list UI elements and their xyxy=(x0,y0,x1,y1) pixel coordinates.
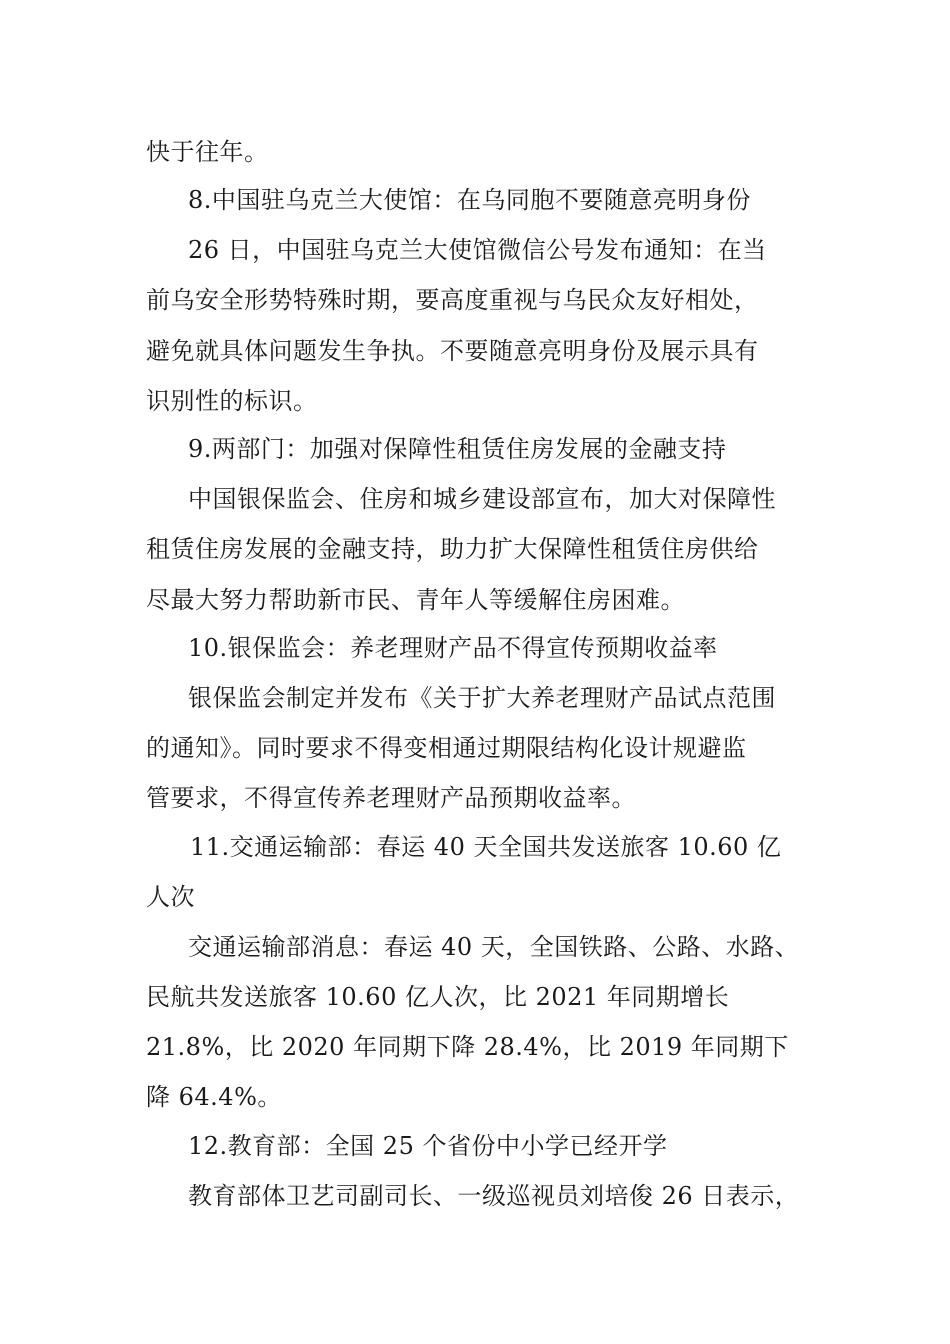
section-heading: 人次 xyxy=(146,883,195,911)
paragraph-line: 尽最大努力帮助新市民、青年人等缓解住房困难。 xyxy=(146,586,685,614)
paragraph-line: 民航共发送旅客 10.60 亿人次，比 2021 年同期增长 xyxy=(146,983,730,1011)
paragraph-line: 识别性的标识。 xyxy=(146,387,318,415)
paragraph-line: 前乌安全形势特殊时期，要高度重视与乌民众友好相处， xyxy=(146,286,759,314)
paragraph-line: 交通运输部消息：春运 40 天，全国铁路、公路、水路、 xyxy=(188,933,800,961)
section-heading: 9.两部门：加强对保障性租赁住房发展的金融支持 xyxy=(188,435,727,463)
paragraph-line: 21.8%，比 2020 年同期下降 28.4%，比 2019 年同期下 xyxy=(146,1033,789,1061)
paragraph-line: 教育部体卫艺司副司长、一级巡视员刘培俊 26 日表示， xyxy=(188,1182,800,1210)
section-heading: 8.中国驻乌克兰大使馆：在乌同胞不要随意亮明身份 xyxy=(188,186,751,214)
paragraph-line: 26 日，中国驻乌克兰大使馆微信公号发布通知：在当 xyxy=(188,236,767,264)
paragraph-line: 管要求，不得宣传养老理财产品预期收益率。 xyxy=(146,784,636,812)
section-heading: 12.教育部：全国 25 个省份中小学已经开学 xyxy=(188,1132,668,1160)
section-heading: 11.交通运输部：春运 40 天全国共发送旅客 10.60 亿 xyxy=(190,833,782,861)
paragraph-line: 租赁住房发展的金融支持，助力扩大保障性租赁住房供给 xyxy=(146,535,759,563)
paragraph-line: 中国银保监会、住房和城乡建设部宣布，加大对保障性 xyxy=(188,485,776,513)
paragraph-line: 快于往年。 xyxy=(146,138,269,166)
paragraph-line: 银保监会制定并发布《关于扩大养老理财产品试点范围 xyxy=(188,684,776,712)
paragraph-line: 降 64.4%。 xyxy=(146,1083,282,1111)
paragraph-line: 的通知》。同时要求不得变相通过期限结构化设计规避监 xyxy=(146,734,747,762)
paragraph-line: 避免就具体问题发生争执。不要随意亮明身份及展示具有 xyxy=(146,337,759,365)
section-heading: 10.银保监会：养老理财产品不得宣传预期收益率 xyxy=(188,634,718,662)
